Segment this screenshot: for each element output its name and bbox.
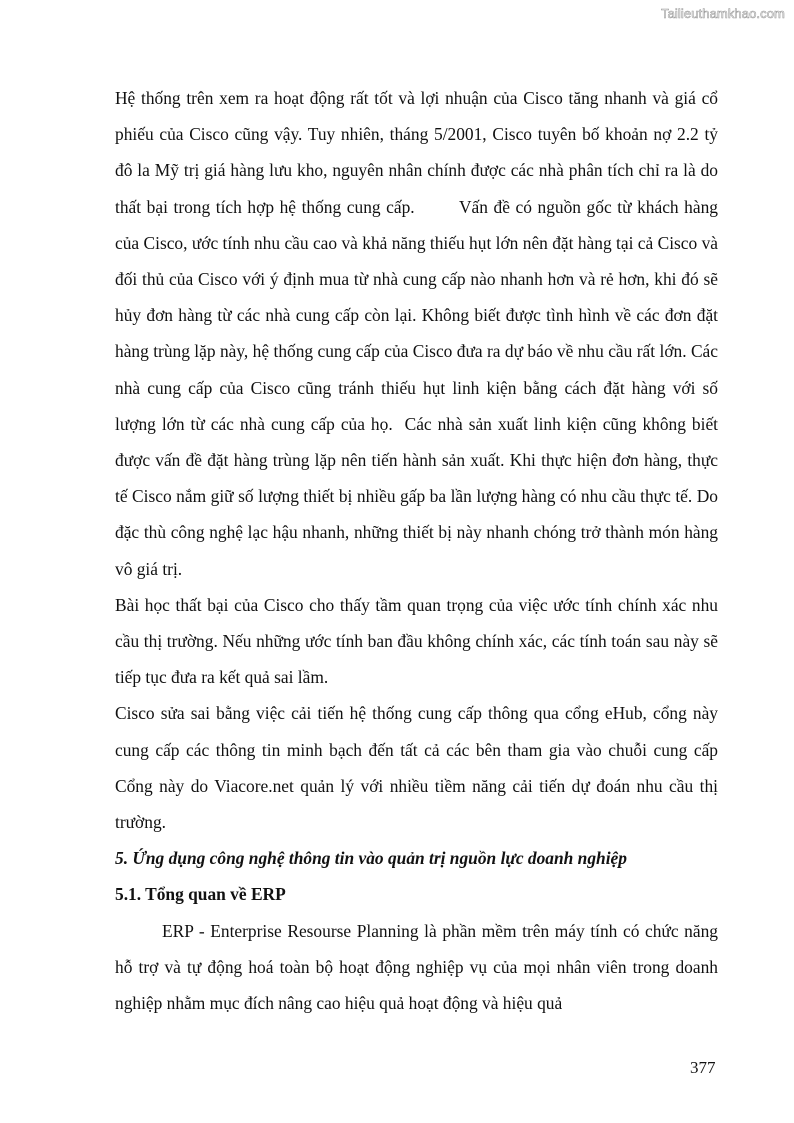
page-content [115,80,723,1021]
section-heading-5-1: 5.1. Tổng quan về ERP [115,884,286,905]
paragraph-cisco-failure: Hệ thống trên xem ra hoạt động rất tốt và lợi nhuận của Cisco tăng nhanh và giá cổ phiếu của Cisco cũng vậy. Tuy nhiên, tháng 5/2001, Cisco tuyên bố khoản nợ 2.2 tỷ đô la Mỹ trị giá hàng lưu kho, nguyên nhân chính được các nhà phân tích chỉ ra là do thất bại trong tích hợp hệ thống cung cấp. Vấn đề có nguồn gốc từ khách hàng của Cisco, ước tính nhu cầu cao và khả năng thiếu hụt lớn nên đặt hàng tại cả Cisco và đối thủ của Cisco với ý định mua từ nhà cung cấp nào nhanh hơn và rẻ hơn, khi đó sẽ hủy đơn hàng từ các nhà cung cấp còn lại. Không biết được tình hình về các đơn đặt hàng trùng lặp này, hệ thống cung cấp của Cisco đưa ra dự báo về nhu cầu rất lớn. Các nhà cung cấp của Cisco cũng tránh thiếu hụt linh kiện bằng cách đặt hàng với số lượng lớn từ các nhà cung cấp của họ. Các nhà sản xuất linh kiện cũng không biết được vấn đề đặt hàng trùng lặp nên tiến hành sản xuất. Khi thực hiện đơn hàng, thực tế Cisco nắm giữ số lượng thiết bị nhiều gấp ba lần lượng hàng có nhu cầu thực tế. Do đặc thù công nghệ lạc hậu nhanh, những thiết bị này nhanh chóng trở thành món hàng vô giá trị. [115,88,723,579]
watermark-logo: Tailieuthamkhao.com [660,6,785,21]
paragraph-lesson: Bài học thất bại của Cisco cho thấy tầm quan trọng của việc ước tính chính xác nhu cầu thị trường. Nếu những ước tính ban đầu không chính xác, các tính toán sau này sẽ tiếp tục đưa ra kết quả sai lầm. [115,594,718,688]
page-number: 377 [690,1058,716,1077]
section-heading-5: 5. Ứng dụng công nghệ thông tin vào quản trị nguồn lực doanh nghiệp [115,848,627,869]
paragraph-erp-overview: ERP - Enterprise Resourse Planning là phần mềm trên máy tính có chức năng hỗ trợ và tự động hoá toàn bộ hoạt động nghiệp vụ của mọi nhân viên trong doanh nghiệp nhằm mục đích nâng cao hiệu quả hoạt động và hiệu quả [115,920,718,1014]
paragraph-ehub: Cisco sửa sai bằng việc cải tiến hệ thống cung cấp thông qua cổng eHub, cổng này cung cấp các thông tin minh bạch đến tất cả các bên tham gia vào chuỗi cung cấp Cổng này do Viacore.net quản lý với nhiều tiềm năng cải tiến dự đoán nhu cầu thị trường. [115,703,718,833]
